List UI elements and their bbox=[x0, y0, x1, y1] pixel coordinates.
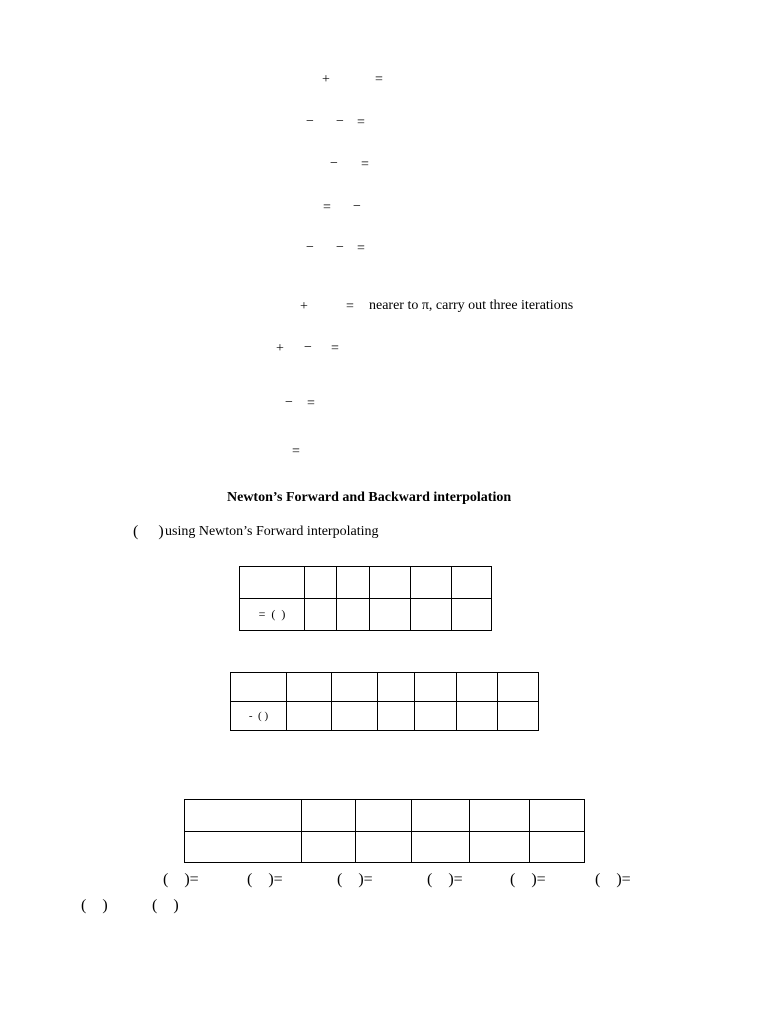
question-paren: ( ) bbox=[133, 523, 164, 540]
eq1-equals: = bbox=[375, 72, 383, 87]
eq7-plus: + bbox=[276, 341, 284, 356]
eq9-equals: = bbox=[292, 444, 300, 459]
eq2-equals: = bbox=[357, 115, 365, 130]
table-row bbox=[240, 567, 492, 599]
table-cell bbox=[498, 673, 539, 702]
table-cell bbox=[185, 832, 302, 863]
table-cell bbox=[305, 567, 337, 599]
eq6-text: nearer to π, carry out three iterations bbox=[369, 298, 574, 313]
answer-blank-3: ( )= bbox=[337, 871, 373, 888]
eq2-minus-2: − bbox=[336, 114, 344, 129]
table-cell bbox=[452, 599, 492, 631]
answer-paren-2: ( ) bbox=[152, 897, 179, 914]
answer-blank-6: ( )= bbox=[595, 871, 631, 888]
eq5-minus-1: − bbox=[306, 240, 314, 255]
table-cell bbox=[498, 702, 539, 731]
table-cell bbox=[412, 832, 470, 863]
table-cell bbox=[457, 673, 498, 702]
table-row bbox=[231, 673, 539, 702]
table-cell bbox=[231, 673, 287, 702]
eq3-equals: = bbox=[361, 157, 369, 172]
table-cell bbox=[411, 599, 452, 631]
table-cell bbox=[411, 567, 452, 599]
eq5-minus-2: − bbox=[336, 240, 344, 255]
answer-blank-4: ( )= bbox=[427, 871, 463, 888]
table-cell bbox=[370, 599, 411, 631]
answer-blank-1: ( )= bbox=[163, 871, 199, 888]
eq3-minus: − bbox=[330, 156, 338, 171]
table-cell bbox=[305, 599, 337, 631]
table-row-label: - ( ) bbox=[231, 702, 287, 731]
question-text: using Newton’s Forward interpolating bbox=[165, 524, 379, 539]
data-table-1 bbox=[239, 566, 492, 631]
table-cell bbox=[470, 832, 530, 863]
table-row-label: = ( ) bbox=[240, 599, 305, 631]
data-table-2 bbox=[230, 672, 539, 731]
table-cell bbox=[332, 702, 378, 731]
table-cell bbox=[332, 673, 378, 702]
table-cell bbox=[370, 567, 411, 599]
table-cell bbox=[470, 800, 530, 832]
table-cell bbox=[287, 673, 332, 702]
eq1-plus: + bbox=[322, 72, 330, 87]
table-cell bbox=[302, 832, 356, 863]
answer-paren-1: ( ) bbox=[81, 897, 108, 914]
table-cell bbox=[356, 832, 412, 863]
table-cell bbox=[337, 599, 370, 631]
eq6-plus: + bbox=[300, 299, 308, 314]
eq7-equals: = bbox=[331, 341, 339, 356]
eq2-minus-1: − bbox=[306, 114, 314, 129]
table-cell bbox=[457, 702, 498, 731]
table-cell bbox=[287, 702, 332, 731]
eq7-minus: − bbox=[304, 340, 312, 355]
table-cell bbox=[530, 832, 585, 863]
eq5-equals: = bbox=[357, 241, 365, 256]
table-cell bbox=[240, 567, 305, 599]
table-cell bbox=[378, 702, 415, 731]
eq4-minus: − bbox=[353, 199, 361, 214]
table-cell bbox=[452, 567, 492, 599]
eq6-equals: = bbox=[346, 299, 354, 314]
table-cell bbox=[412, 800, 470, 832]
section-heading: Newton’s Forward and Backward interpolation bbox=[227, 490, 512, 505]
table-cell bbox=[302, 800, 356, 832]
table-cell bbox=[378, 673, 415, 702]
table-cell bbox=[415, 702, 457, 731]
table-cell bbox=[337, 567, 370, 599]
eq8-minus: − bbox=[285, 395, 293, 410]
table-row bbox=[185, 800, 585, 832]
table-cell bbox=[185, 800, 302, 832]
table-cell bbox=[530, 800, 585, 832]
answer-blank-5: ( )= bbox=[510, 871, 546, 888]
eq4-equals: = bbox=[323, 200, 331, 215]
table-row bbox=[185, 832, 585, 863]
table-cell bbox=[415, 673, 457, 702]
table-row bbox=[231, 702, 539, 731]
answer-blank-2: ( )= bbox=[247, 871, 283, 888]
eq8-equals: = bbox=[307, 396, 315, 411]
data-table-3 bbox=[184, 799, 585, 863]
table-cell bbox=[356, 800, 412, 832]
table-row bbox=[240, 599, 492, 631]
